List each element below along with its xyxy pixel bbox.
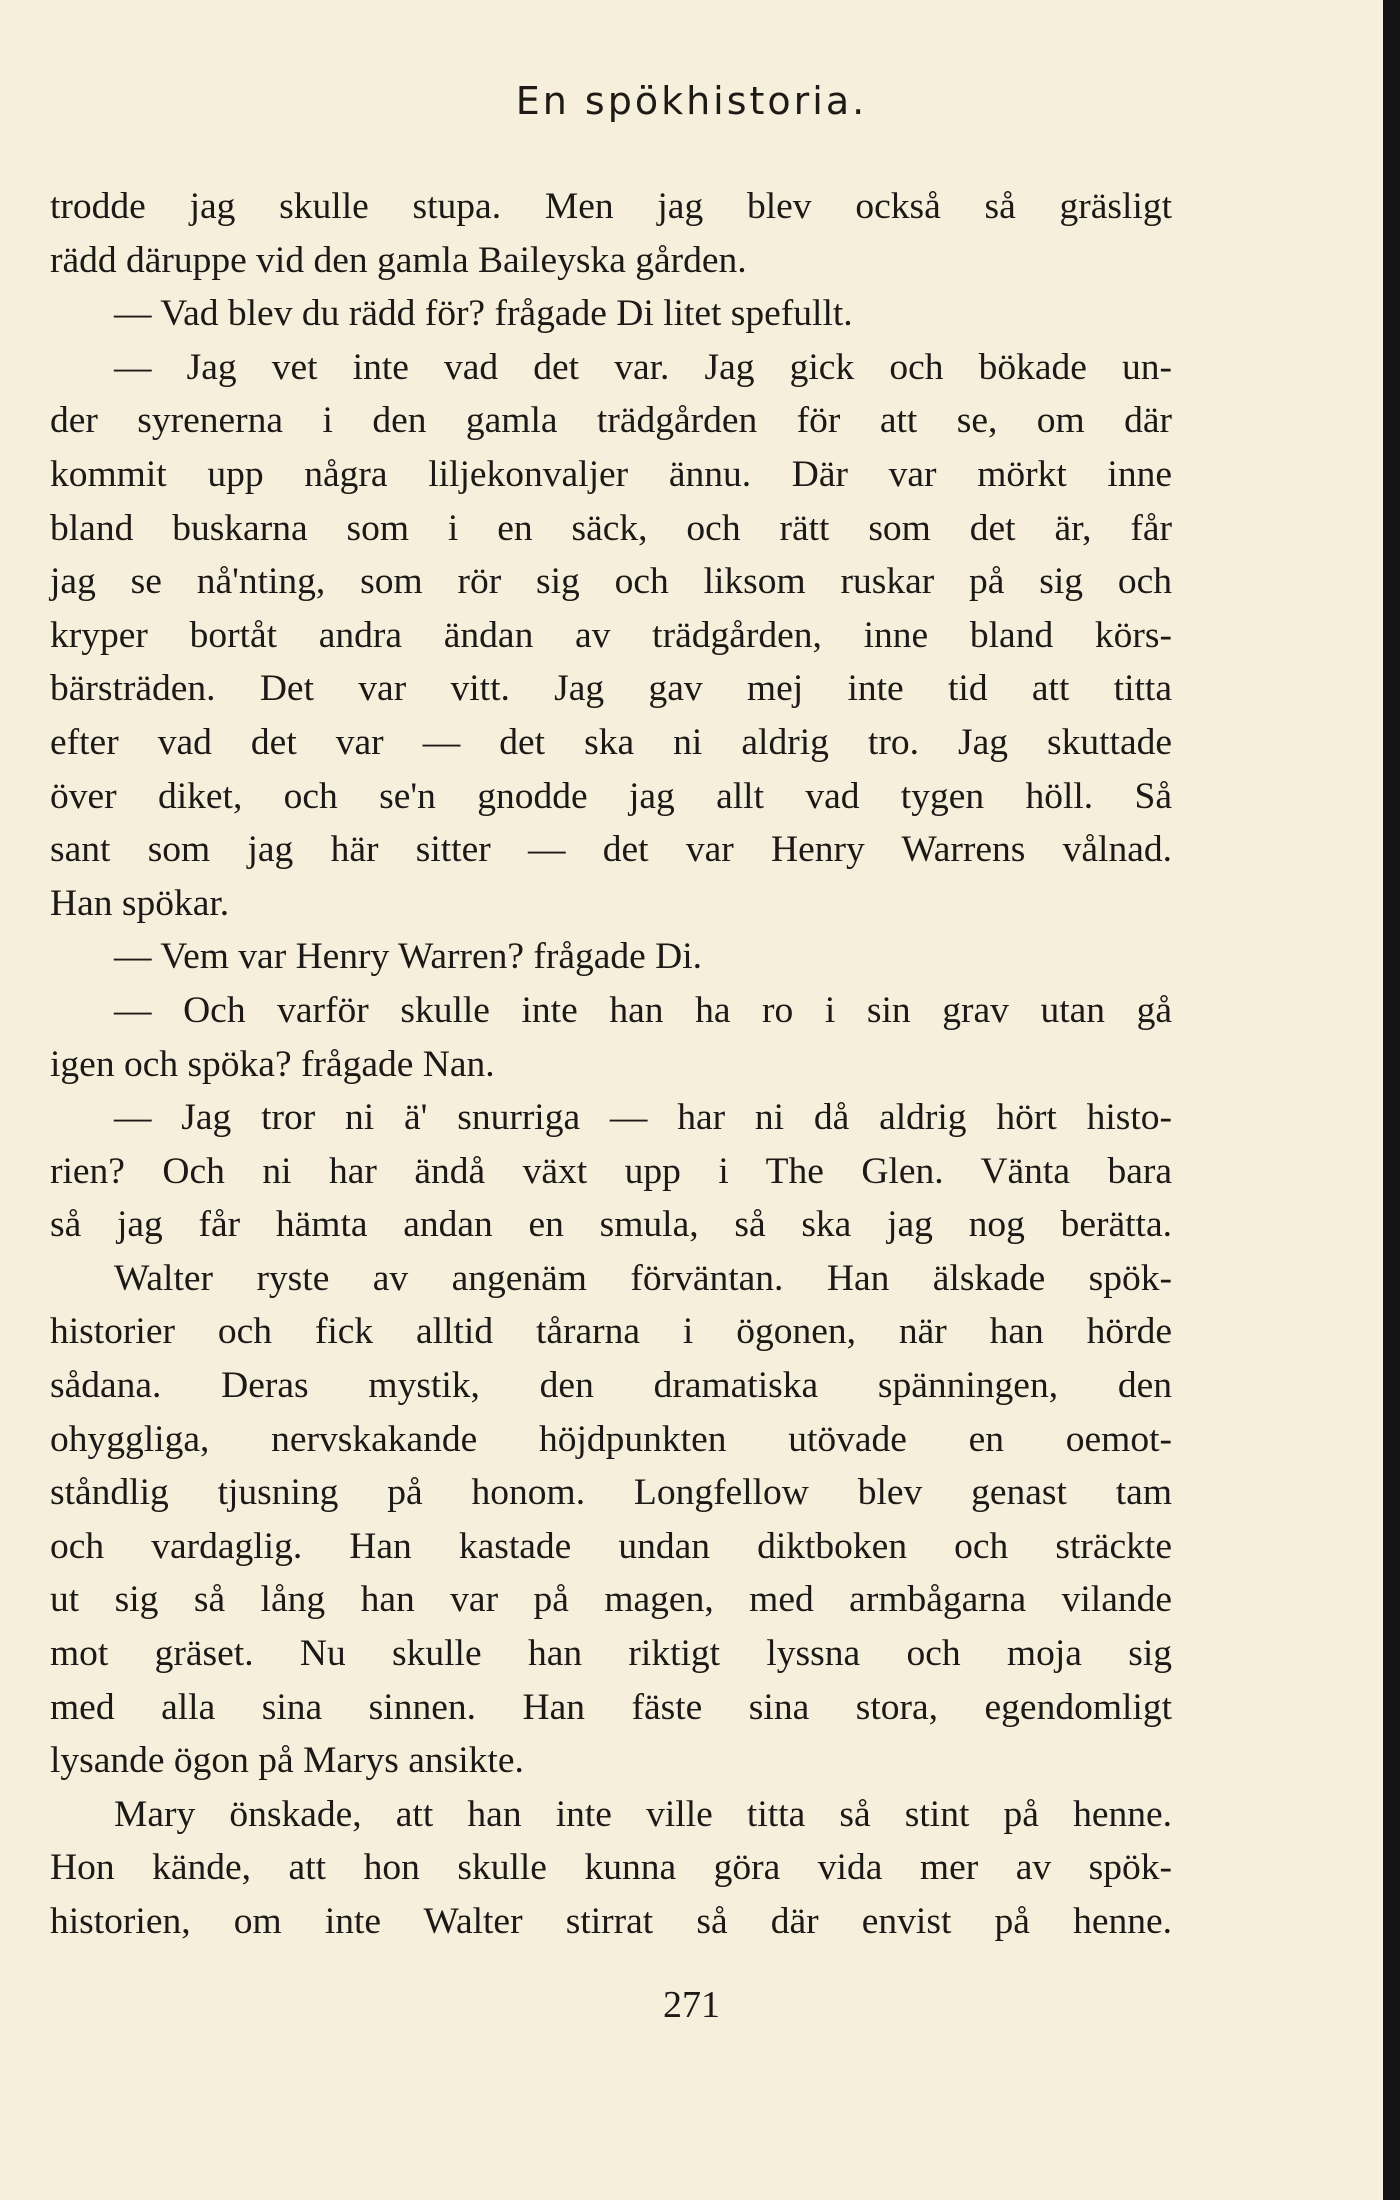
body-text	[50, 180, 1172, 1949]
text-line: — Vad blev du rädd för? frågade Di litet spefullt.	[114, 293, 853, 335]
text-line: bland buskarna som i en säck, och rätt som det är, får	[50, 507, 1172, 549]
text-line: — Jag vet inte vad det var. Jag gick och bökade un-	[114, 346, 1172, 388]
text-line: kommit upp några liljekonvaljer ännu. Där var mörkt inne	[50, 453, 1172, 495]
text-line: så jag får hämta andan en smula, så ska jag nog berätta.	[50, 1204, 1172, 1246]
running-head: En spökhistoria.	[515, 79, 868, 123]
text-line: mot gräset. Nu skulle han riktigt lyssna och moja sig	[50, 1633, 1172, 1675]
text-line: historien, om inte Walter stirrat så där envist på henne.	[50, 1901, 1172, 1942]
text-line: — Vem var Henry Warren? frågade Di.	[114, 936, 703, 978]
text-line: der syrenerna i den gamla trädgården för att se, om där	[50, 400, 1172, 442]
text-line: kryper bortåt andra ändan av trädgården, inne bland körs-	[50, 614, 1172, 656]
text-line: efter vad det var — det ska ni aldrig tro. Jag skuttade	[50, 721, 1172, 763]
text-line: lysande ögon på Marys ansikte.	[50, 1740, 524, 1782]
text-line: Hon kände, att hon skulle kunna göra vida mer av spök-	[50, 1847, 1172, 1889]
text-line: rien? Och ni har ändå växt upp i The Glen. Vänta bara	[50, 1150, 1172, 1192]
text-line: Walter ryste av angenäm förväntan. Han älskade spök-	[114, 1257, 1172, 1299]
text-line: Han spökar.	[50, 882, 230, 924]
text-line: sådana. Deras mystik, den dramatiska spänningen, den	[50, 1365, 1172, 1407]
text-line: — Jag tror ni ä' snurriga — har ni då aldrig hört histo-	[114, 1097, 1172, 1139]
text-line: historier och fick alltid tårarna i ögonen, när han hörde	[50, 1311, 1172, 1353]
text-line: rädd däruppe vid den gamla Baileyska gården.	[50, 239, 747, 281]
text-line: med alla sina sinnen. Han fäste sina stora, egendomligt	[50, 1686, 1172, 1728]
page-number: 271	[663, 1984, 720, 2026]
text-line: igen och spöka? frågade Nan.	[50, 1043, 495, 1085]
text-line: trodde jag skulle stupa. Men jag blev också så gräsligt	[50, 186, 1172, 227]
text-line: ståndlig tjusning på honom. Longfellow blev genast tam	[50, 1472, 1172, 1514]
text-line: ut sig så lång han var på magen, med armbågarna vilande	[50, 1579, 1172, 1621]
text-line: bärsträden. Det var vitt. Jag gav mej inte tid att titta	[50, 668, 1172, 710]
text-line: över diket, och se'n gnodde jag allt vad tygen höll. Så	[50, 775, 1172, 817]
text-line: — Och varför skulle inte han ha ro i sin grav utan gå	[114, 989, 1172, 1031]
text-line: sant som jag här sitter — det var Henry Warrens vålnad.	[50, 829, 1172, 871]
text-line: Mary önskade, att han inte ville titta så stint på henne.	[114, 1793, 1172, 1835]
text-line: jag se nå'nting, som rör sig och liksom ruskar på sig och	[50, 561, 1172, 603]
text-line: ohyggliga, nervskakande höjdpunkten utövade en oemot-	[50, 1418, 1172, 1460]
text-line: och vardaglig. Han kastade undan diktboken och sträckte	[50, 1525, 1172, 1567]
